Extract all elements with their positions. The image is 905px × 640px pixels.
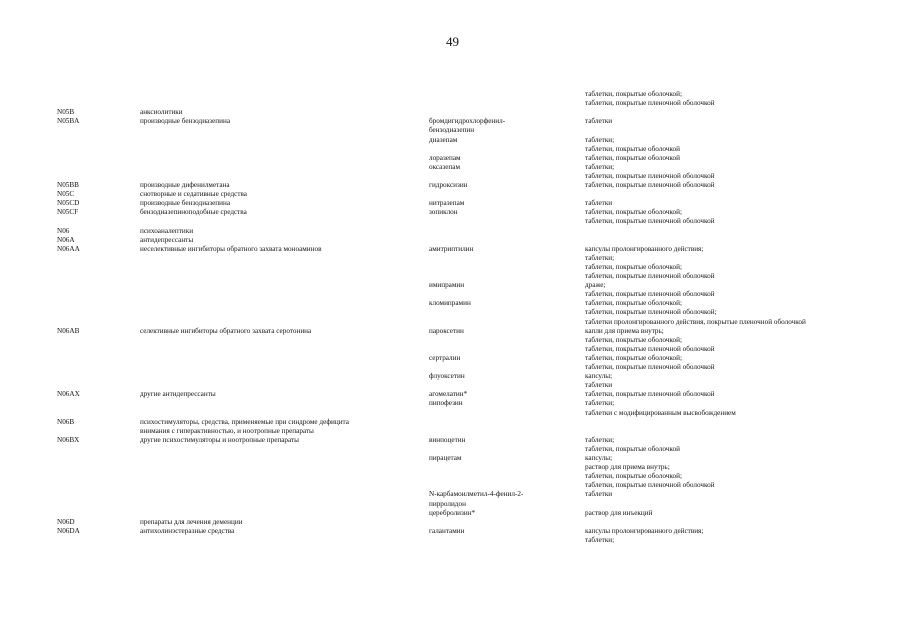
atc-code: N05CF <box>57 208 79 217</box>
atc-code: N06D <box>57 517 75 526</box>
atc-group-name: производные бензодиазепина <box>140 199 231 208</box>
dosage-form: таблетки, покрытые пленочной оболочкой <box>585 99 715 108</box>
dosage-form: таблетки пролонгированного действия, покрытые пленочной оболочкой <box>585 317 806 326</box>
atc-group-name: другие антидепрессанты <box>140 390 216 399</box>
drug-name: диазепам <box>429 135 458 144</box>
dosage-form: капсулы; <box>585 454 613 462</box>
dosage-form: таблетки; <box>585 399 615 408</box>
dosage-form: капсулы; <box>585 372 613 381</box>
dosage-form: таблетки; <box>585 162 615 171</box>
atc-code: N06B <box>57 417 75 426</box>
drug-name: нитразепам <box>429 199 465 208</box>
drug-name: пирролидон <box>429 499 466 508</box>
dosage-form: капсулы пролонгированного действия; <box>585 526 704 535</box>
dosage-form: раствор для приема внутрь; <box>585 463 670 472</box>
drug-name: пирацетам <box>429 454 462 462</box>
atc-code: N06BX <box>57 435 80 444</box>
dosage-form: таблетки, покрытые пленочной оболочкой <box>585 181 715 189</box>
atc-group-name: антидепрессанты <box>140 235 194 244</box>
drug-name: N-карбамоилметил-4-фенил-2- <box>429 490 524 499</box>
atc-code: N05B <box>57 108 75 117</box>
atc-group-name: производные дифенилметана <box>140 181 230 189</box>
atc-group-name: другие психостимуляторы и ноотропные препараты <box>140 435 300 444</box>
atc-code: N05BA <box>57 117 80 126</box>
drug-name: флуоксетин <box>429 372 465 381</box>
dosage-form: таблетки <box>585 117 613 126</box>
drug-name: лоразепам <box>429 153 461 162</box>
dosage-form: капли для приема внутрь; <box>585 326 664 335</box>
dosage-form: таблетки <box>585 199 613 208</box>
dosage-form: таблетки, покрытые пленочной оболочкой; <box>585 308 717 317</box>
drug-name: сертралин <box>429 353 461 362</box>
dosage-form: таблетки, покрытые оболочкой <box>585 144 680 153</box>
atc-code: N06 <box>57 226 70 235</box>
atc-code: N05CD <box>57 199 80 208</box>
dosage-form: таблетки, покрытые оболочкой; <box>585 335 682 344</box>
dosage-form: таблетки, покрытые оболочкой; <box>585 353 682 362</box>
atc-group-name: снотворные и седативные средства <box>140 190 247 199</box>
dosage-form: таблетки, покрытые пленочной оболочкой <box>585 363 715 371</box>
drug-name: пароксетин <box>429 326 464 335</box>
atc-group-name: внимания с гиперактивностью, и ноотропные препараты <box>140 426 314 435</box>
drug-name: кломипрамин <box>429 299 471 308</box>
dosage-form: таблетки, покрытые оболочкой; <box>585 90 682 98</box>
dosage-form: таблетки, покрытые пленочной оболочкой <box>585 272 715 280</box>
atc-code: N06DA <box>57 526 80 535</box>
atc-group-name: селективные ингибиторы обратного захвата серотонина <box>140 326 312 335</box>
dosage-form: таблетки; <box>585 435 615 444</box>
dosage-form: таблетки; <box>585 135 615 144</box>
dosage-form: таблетки, покрытые оболочкой <box>585 153 680 162</box>
dosage-form: драже; <box>585 281 606 290</box>
atc-group-name: антихолинэстеразные средства <box>140 526 235 535</box>
dosage-form: таблетки; <box>585 535 615 544</box>
dosage-form: таблетки, покрытые пленочной оболочкой <box>585 344 715 353</box>
atc-group-name: неселективные ингибиторы обратного захвата моноаминов <box>140 244 322 253</box>
drug-name: бензодиазепин <box>429 126 475 135</box>
dosage-form: раствор для инъекций <box>585 508 653 517</box>
dosage-form: таблетки <box>585 490 613 499</box>
dosage-form: таблетки, покрытые оболочкой; <box>585 262 682 271</box>
atc-code: N06AA <box>57 244 80 253</box>
dosage-form: таблетки, покрытые оболочкой; <box>585 208 682 217</box>
page-number: 49 <box>446 34 459 49</box>
dosage-form: таблетки, покрытые пленочной оболочкой <box>585 217 715 226</box>
dosage-form: таблетки, покрытые пленочной оболочкой <box>585 290 715 299</box>
drug-name: амитриптилин <box>429 244 474 253</box>
atc-code: N06AB <box>57 326 80 335</box>
atc-code: N06A <box>57 235 75 244</box>
dosage-form: таблетки <box>585 381 613 390</box>
dosage-form: таблетки, покрытые пленочной оболочкой <box>585 390 715 399</box>
atc-code: N06AX <box>57 390 80 399</box>
drug-name: галантамин <box>429 526 465 535</box>
drug-name: имипрамин <box>429 281 465 290</box>
atc-group-name: производные бензодиазепина <box>140 117 231 126</box>
drug-name: оксазепам <box>429 162 460 171</box>
atc-group-name: бензодиазепиноподобные средства <box>140 208 247 217</box>
atc-group-name: анксиолитики <box>140 108 183 117</box>
atc-group-name: препараты для лечения деменции <box>140 517 243 526</box>
atc-group-name: психоаналептики <box>140 226 194 235</box>
atc-group-name: психостимуляторы, средства, применяемые при синдроме дефицита <box>140 417 349 426</box>
drug-name: церебролизин* <box>429 508 476 517</box>
dosage-form: таблетки, покрытые пленочной оболочкой <box>585 481 715 490</box>
drug-name: бромдигидрохлорфенил- <box>429 117 506 126</box>
drug-name: гидроксизин <box>429 181 468 189</box>
dosage-form: таблетки, покрытые оболочкой <box>585 444 680 453</box>
atc-code: N05C <box>57 190 75 199</box>
drug-name: винпоцетин <box>429 435 466 444</box>
dosage-form: капсулы пролонгированного действия; <box>585 244 704 253</box>
atc-code: N05BB <box>57 181 79 189</box>
dosage-form: таблетки, покрытые оболочкой; <box>585 299 682 308</box>
drug-name: агомелатин* <box>429 390 468 399</box>
dosage-form: таблетки, покрытые пленочной оболочкой <box>585 171 715 180</box>
drug-name: зопиклон <box>429 208 458 217</box>
drug-name: пипофезин <box>429 399 463 408</box>
dosage-form: таблетки, покрытые оболочкой; <box>585 472 682 481</box>
dosage-form: таблетки; <box>585 253 615 262</box>
dosage-form: таблетки с модифицированным высвобождением <box>585 408 736 417</box>
